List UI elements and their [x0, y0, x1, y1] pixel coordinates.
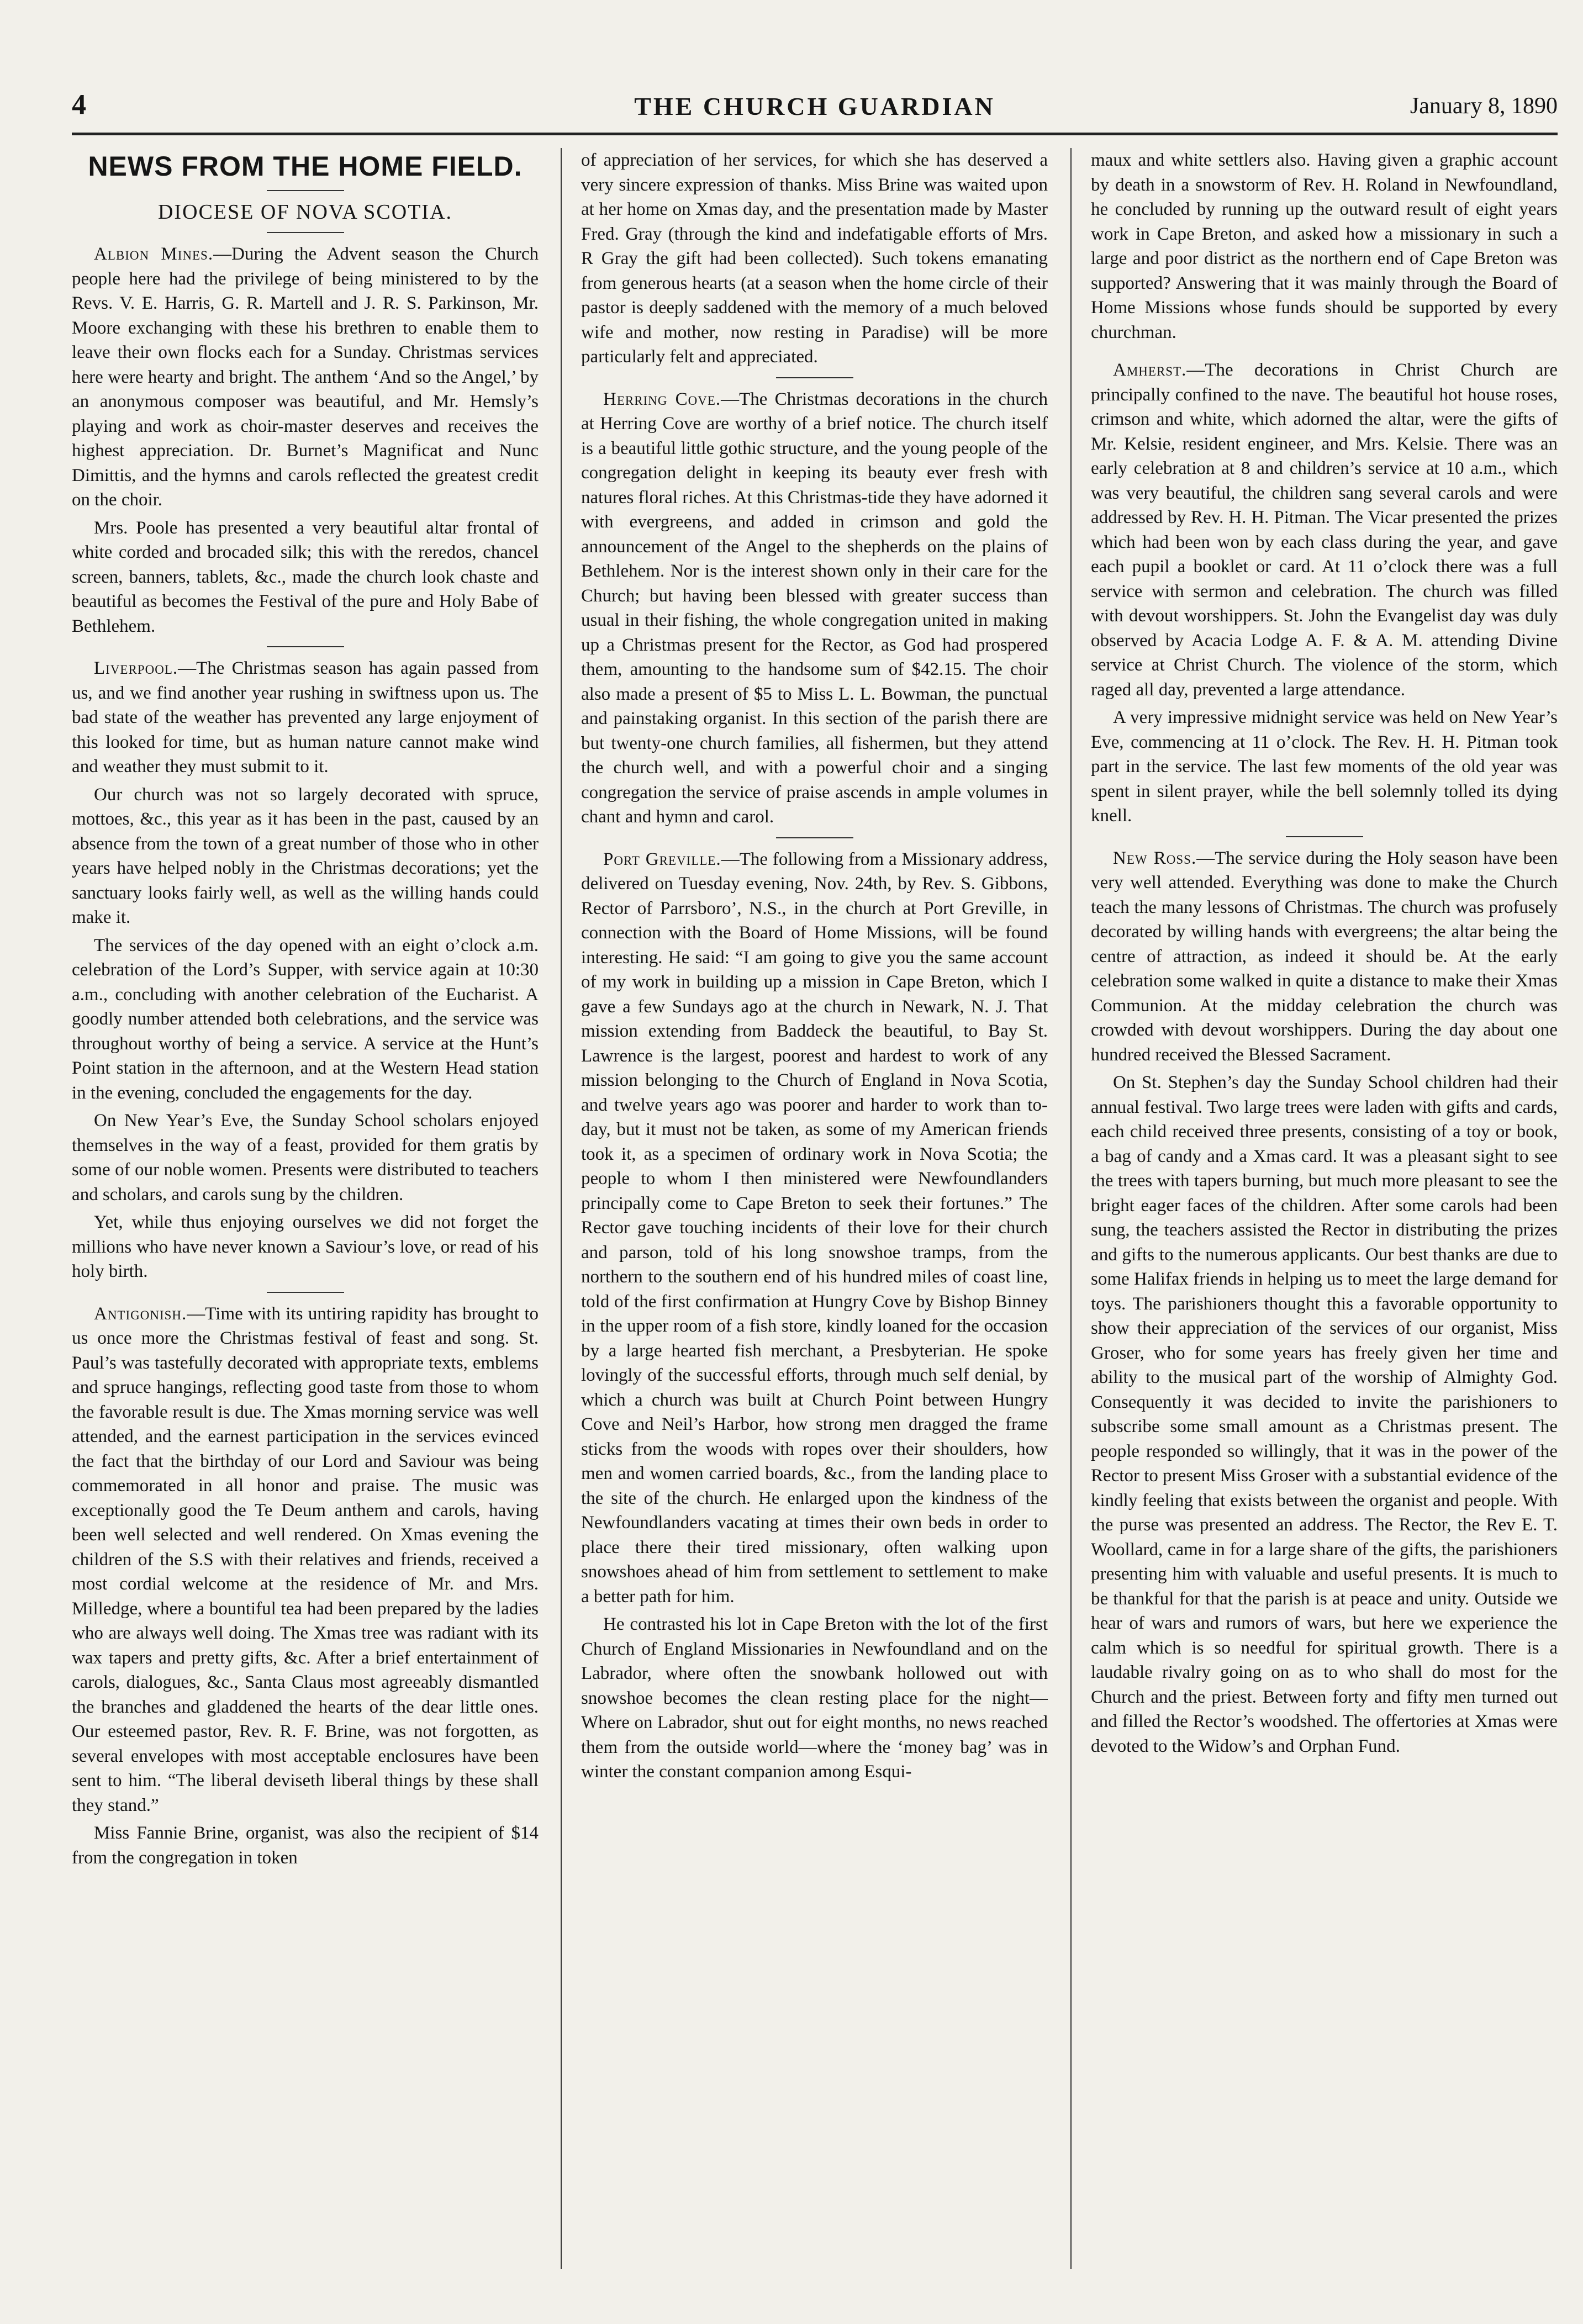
- paragraph-text: —During the Advent season the Church people here had the privilege of being ministered to by the Revs. V. E. Harris, G. R. Martell and J. R. S. Parkinson, Mr. Moore exchanging with these his brethren to enable them to leave their own flocks each for a Sunday. Christmas services here were hearty and bright. The anthem ‘And so the Angel,’ by an anonymous composer was beautiful, and Mr. Hemsly’s playing and work as choir-master deserves and receives the highest appreciation. Dr. Burnet’s Magnificat and Nunc Dimittis, and the hymns and carols reflected the greatest credit on the choir.: [72, 244, 539, 510]
- place-name: New Ross.: [1113, 848, 1197, 868]
- news-item-new-ross: [1091, 846, 1558, 1759]
- divider: [267, 1292, 344, 1293]
- paragraph: [72, 242, 539, 513]
- place-name: Albion Mines.: [94, 244, 214, 264]
- news-item-port-greville: [581, 847, 1048, 1784]
- column-1: [72, 148, 539, 2269]
- news-item-herring-cove: [581, 387, 1048, 830]
- divider: [267, 190, 344, 191]
- column-2: [581, 148, 1048, 2269]
- section-heading: NEWS FROM THE HOME FIELD.: [88, 151, 523, 182]
- masthead: [72, 88, 1558, 135]
- column-rule: [561, 148, 562, 2269]
- place-name: Herring Cove.: [603, 389, 721, 409]
- news-item-antigonish: [72, 1302, 539, 1871]
- newspaper-page: [72, 88, 1558, 2275]
- paragraph: maux and white settlers also. Having given a graphic account by death in a snowstorm of Rev. H. Roland in Newfoundland, he concluded by running up the outward result of eight years work in Cape Breton, and asked how a missionary in such a large and poor district as the northern end of Cape Breton was supported? Answering that it was mainly through the Board of Home Missions whose funds should be supported by every churchman.: [1091, 150, 1558, 342]
- paragraph: The services of the day opened with an eight o’clock a.m. celebration of the Lord’s Supper, with service again at 10:30 a.m., concluding with another celebration of the Eucharist. A goodly number attended both celebrations, and the service was throughout worthy of being a service. A service at the Hunt’s Point station in the afternoon, and at the Western Head station in the evening, concluded the engagements for the day.: [72, 935, 539, 1103]
- article-columns: [72, 148, 1558, 2269]
- paragraph: He contrasted his lot in Cape Breton with the lot of the first Church of England Missionaries in Newfoundland and on the Labrador, where often the snowbank hollowed out with snowshoe becomes the clean resting place for the night—Where on Labrador, shut out for eight months, no news reached them from the outside world—where the ‘money bag’ was in winter the constant companion among Esqui-: [581, 1614, 1048, 1782]
- paragraph: Our church was not so largely decorated with spruce, mottoes, &c., this year as it has been in the past, caused by an absence from the town of a great number of those who in other years have helped nobly in the Christmas decorations; yet the sanctuary looks fairly well, as well as the willing hands could make it.: [72, 784, 539, 927]
- diocese-heading: DIOCESE OF NOVA SCOTIA.: [157, 200, 453, 224]
- divider: [776, 837, 853, 838]
- paragraph: Miss Fannie Brine, organist, was also the recipient of $14 from the congregation in token: [72, 1823, 539, 1868]
- place-name: Amherst.: [1113, 360, 1187, 380]
- paragraph: On St. Stephen’s day the Sunday School children had their annual festival. Two large trees were laden with gifts and cards, each child received three presents, consisting of a toy or book, a bag of candy and a Xmas card. It was a pleasant sight to see the trees with tapers burning, but much more pleasant to see the bright eager faces of the children. After some carols had been sung, the teachers assisted the Rector in distributing the prizes and gifts to the numerous applicants. Our best thanks are due to some Halifax friends in helping us to meet the large demand for toys. The parishioners thought this a favorable opportunity to show their appreciation of the services of our organist, Miss Groser, who for some years has freely given her time and ability to the musical part of the worship of Almighty God. Consequently it was decided to invite the parishioners to subscribe some small amount as a Christmas present. The people responded so willingly, that it was in the power of the Rector to present Miss Groser with a substantial evidence of the kindly feeling that exists between the organist and people. With the purse was presented an address. The Rector, the Rev E. T. Woollard, came in for a large share of the gifts, the parishioners presenting him with valuable and useful presents. It is much to be thankful for that the parish is at peace and unity. Outside we hear of wars and rumors of wars, but here we experience the calm which is so needful for spiritual growth. There is a laudable rivalry going on as to who shall do most for the Church and the priest. Between forty and fifty men turned out and filled the Rector’s woodshed. The offertories at Xmas were devoted to the Widow’s and Orphan Fund.: [1091, 1073, 1558, 1756]
- paragraph: [581, 847, 1048, 1609]
- paragraph: A very impressive midnight service was held on New Year’s Eve, commencing at 11 o’clock. The Rev. H. H. Pitman took part in the service. The last few moments of the old year was spent in silent prayer, while the bell solemnly tolled its dying knell.: [1091, 707, 1558, 826]
- place-name: Liverpool.: [94, 658, 178, 678]
- column-rule: [1070, 148, 1072, 2269]
- paragraph-text: —Time with its untiring rapidity has brought to us once more the Christmas festival of feast and song. St. Paul’s was tastefully decorated with appropriate texts, emblems and spruce hangings, reflecting good taste from those to whom the favorable result is due. The Xmas morning service was well attended, and the earnest participation in the services evinced the fact that the birthday of our Lord and Saviour was being commemorated in all honor and praise. The music was exceptionally good the Te Deum anthem and carols, having been well selected and well rendered. On Xmas evening the children of the S.S with their relatives and friends, received a most cordial welcome at the residence of Mr. and Mrs. Milledge, where a bountiful tea had been prepared by the ladies who are always well doing. The Xmas tree was radiant with its wax tapers and pretty gifts, &c. After a brief entertainment of carols, dialogues, &c., Santa Claus most agreeably dismantled the branches and gladdened the hearts of the dear little ones. Our esteemed pastor, Rev. R. F. Brine, was not forgotten, as several envelopes with most acceptable enclosures have been sent to him. “The liberal deviseth liberal things by these shall they stand.”: [72, 1303, 539, 1815]
- divider: [776, 377, 853, 378]
- paragraph-text: —The service during the Holy season have been very well attended. Everything was done to make the Church teach the many lessons of Christmas. The church was profusely decorated by willing hands with evergreens; the altar being the centre of attraction, as indeed it should be. At the early celebration some walked in quite a distance to make their Xmas Communion. At the midday celebration the church was crowded with devout worshippers. During the day about one hundred received the Blessed Sacrament.: [1091, 848, 1558, 1065]
- page-number: 4: [72, 89, 86, 120]
- paragraph: [581, 387, 1048, 830]
- place-name: Port Greville.: [603, 849, 721, 869]
- news-item-albion-mines: [72, 242, 539, 638]
- paragraph-text: —The Christmas season has again passed from us, and we find another year rushing in swiftness upon us. The bad state of the weather has prevented any large enjoyment of this looked for time, but as human nature cannot make wind and weather they must submit to it.: [72, 658, 539, 777]
- paragraph: [1091, 358, 1558, 702]
- paragraph: [72, 656, 539, 779]
- newspaper-title: THE CHURCH GUARDIAN: [634, 92, 995, 120]
- paragraph: On New Year’s Eve, the Sunday School scholars enjoyed themselves in the way of a feast, provided for them gratis by some of our noble women. Presents were distributed to teachers and scholars, and carols sung by the children.: [72, 1111, 539, 1205]
- place-name: Antigonish.: [94, 1303, 187, 1324]
- paragraph: [72, 1302, 539, 1818]
- paragraph: Mrs. Poole has presented a very beautiful altar frontal of white corded and brocaded silk; this with the reredos, chancel screen, banners, tablets, &c., made the church look chaste and beautiful as becomes the Festival of the pure and Holy Babe of Bethlehem.: [72, 517, 539, 636]
- issue-date: January 8, 1890: [1410, 93, 1558, 119]
- news-item-amherst: [1091, 358, 1558, 828]
- paragraph-text: —The Christmas decorations in the church at Herring Cove are worthy of a brief notice. The church itself is a beautiful little gothic structure, and the young people of the congregation delight in keeping its beauty ever fresh with natures floral riches. At this Christmas-tide they have adorned it with evergreens, and added in crimson and gold the announcement of the Angel to the shepherds on the plains of Bethlehem. Nor is the interest shown only in their care for the Church; but having been blessed with greater success than usual in their fishing, the whole congregation united in making up a Christmas present for the Rector, as God had prospered them, amounting to the handsome sum of $42.15. The choir also made a present of $5 to Miss L. L. Bowman, the punctual and painstaking organist. In this section of the parish there are but twenty-one church families, all fishermen, but they attend the church well, and with a powerful choir and a singing congregation the service of praise ascends in ample volumes in chant and hymn and carol.: [581, 389, 1048, 827]
- divider: [267, 232, 344, 233]
- paragraph: Yet, while thus enjoying ourselves we did not forget the millions who have never known a Saviour’s love, or read of his holy birth.: [72, 1212, 539, 1281]
- paragraph-text: —The following from a Missionary address, delivered on Tuesday evening, Nov. 24th, by Rev. S. Gibbons, Rector of Parrsboro’, N.S., in the church at Port Greville, in connection with the Board of Home Missions, will be found interesting. He said: “I am going to give you the same account of my work in building up a mission in Cape Breton, which I gave a few Sundays ago at the church in Newark, N. J. That mission extending from Baddeck the beautiful, to Bay St. Lawrence is the largest, poorest and hardest to work of any mission belonging to the Church of England in Nova Scotia, and twelve years ago was poorer and harder to work than to-day, but it must not be taken, as some of my American friends took it, as a specimen of ordinary work in Nova Scotia; the people to whom I then ministered were Newfoundlanders principally come to Cape Breton to seek their fortunes.” The Rector gave touching incidents of their love for their church and parson, told of his long snowshoe tramps, from the northern to the southern end of his hundred miles of coast line, told of the first confirmation at Hungry Cove by Bishop Binney in the upper room of a fish store, kindly loaned for the occasion by a large hearted fish merchant, a Presbyterian. He spoke lovingly of the successful efforts, through much self denial, by which a church was built at Church Point between Hungry Cove and Neil’s Harbor, how strong men dragged the frame sticks from the woods with ropes over their shoulders, how men and women carried boards, &c., from the landing place to the site of the church. He enlarged upon the kindness of the Newfoundlanders vacating at times their own beds in order to place there their tired missionary, often walking upon snowshoes ahead of him from settlement to settlement to make a better path for him.: [581, 849, 1048, 1607]
- column-3: [1091, 148, 1558, 2269]
- news-item-liverpool: [72, 656, 539, 1284]
- paragraph: of appreciation of her services, for which she has deserved a very sincere expression of thanks. Miss Brine was waited upon at her home on Xmas day, and the presentation made by Master Fred. Gray (through the kind and indefatigable efforts of Mrs. R Gray the gift had been collected). Such tokens emanating from generous hearts (at a season when the home circle of their pastor is deeply saddened with the memory of a much beloved wife and mother, now resting in Paradise) will be more particularly felt and appreciated.: [581, 150, 1048, 367]
- paragraph-text: —The decorations in Christ Church are principally confined to the nave. The beautiful hot house roses, crimson and white, which adorned the altar, were the gifts of Mr. Kelsie, resident engineer, and Mrs. Kelsie. There was an early celebration at 8 and children’s service at 10 a.m., which was very beautiful, the children sang several carols and were addressed by Rev. H. H. Pitman. The Vicar presented the prizes which had been won by each class during the year, and gave each pupil a booklet or card. At 11 o’clock there was a full service with sermon and celebration. The church was filled with devout worshippers. St. John the Evangelist day was duly observed by Acacia Lodge A. F. & A. M. attending Divine service at Christ Church. The violence of the storm, which raged all day, prevented a large attendance.: [1091, 360, 1558, 700]
- paragraph: [1091, 846, 1558, 1068]
- news-item-antigonish-continued: [581, 148, 1048, 369]
- news-item-port-greville-continued: [1091, 148, 1558, 345]
- divider: [267, 646, 344, 647]
- divider: [1286, 836, 1363, 837]
